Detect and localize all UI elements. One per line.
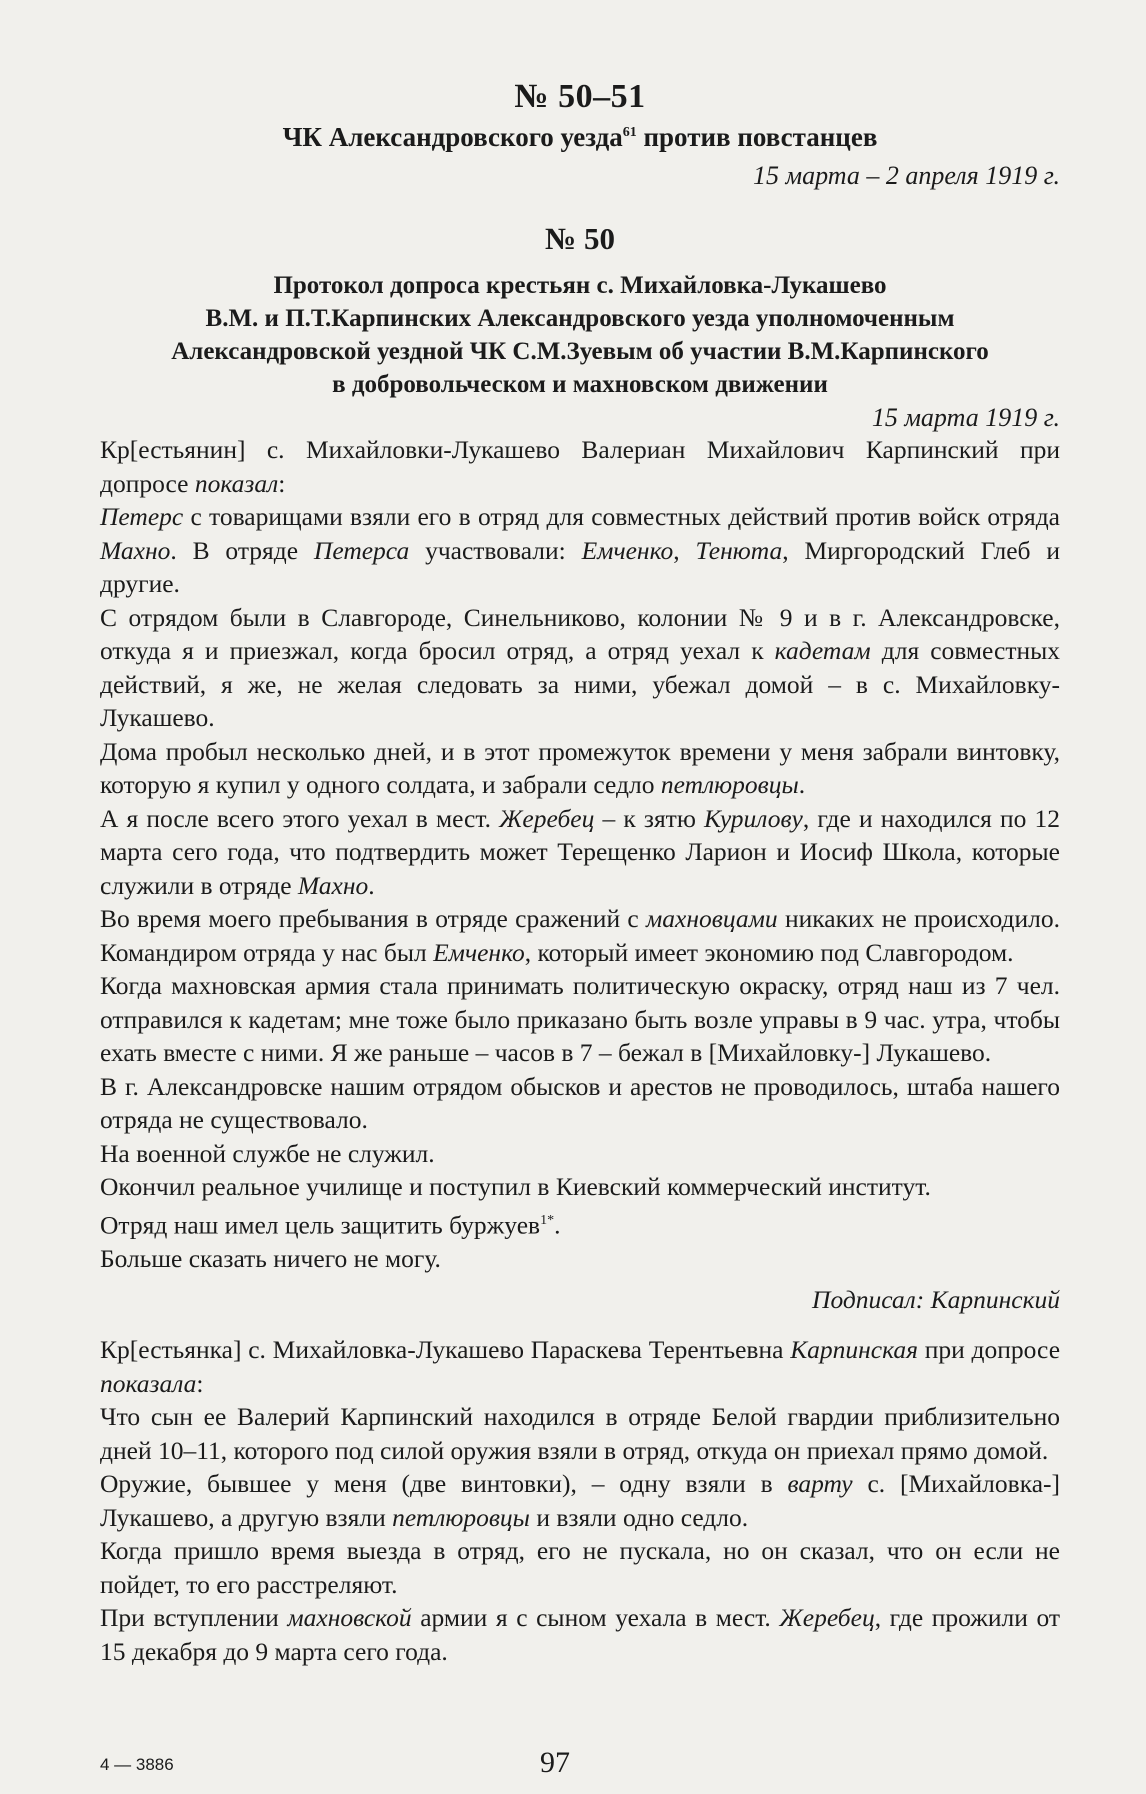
paragraph: Дома пробыл несколько дней, и в этот промежуток времени у меня забрали винтовку, которую я купил у одного солдата, и забрали седло петлюровцы.	[100, 736, 1060, 799]
paragraph: А я после всего этого уехал в мест. Жеребец – к зятю Курилову, где и находился по 12 марта сего года, что подтвердить может Терещенко Ларион и Иосиф Школа, которые служили в отряде Махно.	[100, 803, 1060, 900]
paragraph: Петерс с товарищами взяли его в отряд для совместных действий против войск отряда Махно. В отряде Петерса участвовали: Емченко, Тенюта, Миргородский Глеб и другие.	[100, 502, 1061, 598]
document-page	[100, 70, 1061, 1779]
footnote-ref: 1*	[540, 1212, 555, 1228]
document-number: № 50	[545, 221, 615, 256]
paragraph: Больше сказать ничего не могу.	[100, 1243, 441, 1273]
section-title: ЧК Александровского уезда$^{61}$ против повстанцев	[282, 122, 878, 152]
paragraph: Когда пришло время выезда в отряд, его не пускала, но он сказал, что он если не пойдет, то его расстреляют.	[100, 1536, 1060, 1599]
paragraph: При вступлении махновской армии я с сыном уехала в мест. Жеребец, где прожили от 15 декабря до 9 марта сего года.	[100, 1603, 1061, 1666]
paragraph: Окончил реальное училище и поступил в Киевский коммерческий институт.	[100, 1172, 931, 1201]
paragraph: Что сын ее Валерий Карпинский находился в отряде Белой гвардии приблизительно дней 10–11, которого под силой оружия взяли в отряд, откуда он приехал прямо домой.	[100, 1402, 1060, 1465]
signature-line: Подписал: Карпинский	[812, 1285, 1060, 1314]
document-date: 15 марта 1919 г.	[871, 403, 1060, 432]
paragraph: Оружие, бывшее у меня (две винтовки), – одну взяли в варту с. [Михайловка-] Лукашево, а другую взяли петлюровцы и взяли одно седло.	[100, 1469, 1060, 1532]
paragraph: Когда махновская армия стала принимать политическую окраску, отряд наш из 7 чел. отправился к кадетам; мне тоже было приказано быть возле управы в 9 час. утра, чтобы ехать вместе с ними. Я же раньше – часов в 7 – бежал в [Михайловку-] Лукашево.	[100, 971, 1060, 1067]
document-description: Протокол допроса крестьян с. Михайловка-Лукашево В.М. и П.Т.Карпинских Александровского уезда уполномоченным Александровской уездной ЧК С.М.Зуевым об участии В.М.Карпинского в добровольческом и махновском движении	[171, 272, 989, 398]
paragraph: В г. Александровске нашим отрядом обысков и арестов не проводилось, штаба нашего отряда не существовало.	[100, 1071, 1060, 1134]
paragraph: Во время моего пребывания в отряде сражений с махновцами никаких не происходило. Командиром отряда у нас был Емченко, который имеет экономию под Славгородом.	[100, 904, 1060, 967]
section-date: 15 марта – 2 апреля 1919 г.	[753, 161, 1060, 190]
paragraph: Кр[естьянка] с. Михайловка-Лукашево Параскева Терентьевна Карпинская при допросе показала:	[100, 1335, 1061, 1398]
paragraph: На военной службе не служил.	[100, 1138, 435, 1168]
paragraph: С отрядом были в Славгороде, Синельниково, колонии № 9 и в г. Александровске, откуда я и приезжал, когда бросил отряд, а отряд уехал к кадетам для совместных действий, я же, не желая следовать за ними, убежал домой – в с. Михайловку-Лукашево.	[100, 602, 1060, 732]
footnote-ref: 61	[622, 125, 637, 140]
print-code: 4 — 3886	[100, 1755, 174, 1774]
page-number: 97	[540, 1746, 570, 1779]
section-number: № 50–51	[514, 78, 646, 115]
paragraph: Отряд наш имел цель защитить буржуев$^{1*}$.	[100, 1210, 561, 1239]
paragraph: Кр[естьянин] с. Михайловки-Лукашево Валериан Михайлович Карпинский при допросе показал:	[100, 435, 1060, 498]
